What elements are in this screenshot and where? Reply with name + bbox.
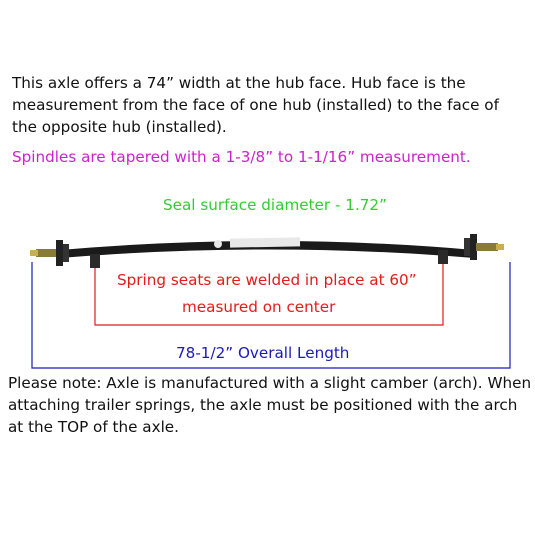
overall-length-label: 78-1/2” Overall Length — [176, 344, 350, 362]
hub-face-description: This axle offers a 74” width at the hub face. Hub face is the measurement from the face of one hub (installed) to the face of the opposite hub (installed). — [12, 74, 499, 136]
right-spring-seat — [438, 250, 448, 264]
left-spring-seat — [90, 254, 100, 268]
left-spindle — [36, 249, 58, 257]
left-spindle-tip — [30, 250, 38, 256]
axle-label — [230, 237, 300, 247]
right-spindle-tip — [496, 244, 504, 250]
spring-seat-note-line1: Spring seats are welded in place at 60” — [117, 271, 417, 289]
spindle-note: Spindles are tapered with a 1-3/8” to 1-1/16” measurement. — [12, 148, 471, 166]
right-flange-bolt — [464, 238, 470, 256]
left-flange-bolt — [63, 244, 69, 262]
right-brake-flange — [470, 234, 477, 260]
camber-note: Please note: Axle is manufactured with a slight camber (arch). When attaching trailer springs, the axle must be positioned with the arch at the TOP of the axle. — [8, 374, 532, 436]
right-spindle — [476, 243, 498, 251]
seal-surface-note: Seal surface diameter - 1.72” — [163, 196, 387, 214]
spring-seat-note-line2: measured on center — [182, 298, 336, 316]
left-brake-flange — [56, 240, 63, 266]
axle-logo — [214, 240, 222, 248]
